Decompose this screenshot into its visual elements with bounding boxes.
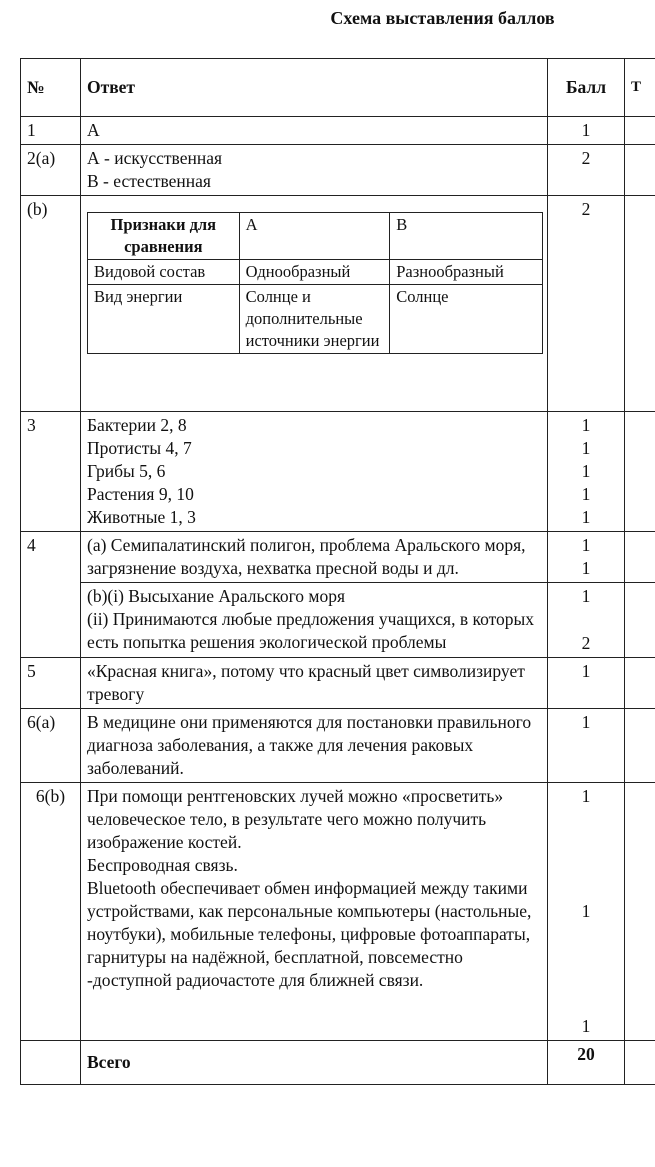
inner-cell: Солнце и дополнительные источники энергии bbox=[239, 285, 390, 354]
inner-cell: Солнце bbox=[390, 285, 543, 354]
row-num: (b) bbox=[21, 196, 81, 412]
row-score: 1 1 1 1 1 bbox=[548, 412, 625, 532]
header-num: № bbox=[21, 59, 81, 117]
row-score: 1 bbox=[548, 709, 625, 783]
table-row bbox=[21, 583, 655, 658]
comparison-table bbox=[87, 212, 543, 354]
table-row bbox=[21, 145, 655, 196]
table-header-row bbox=[21, 59, 655, 117]
row-num: 3 bbox=[21, 412, 81, 532]
inner-cell: Однообразный bbox=[239, 260, 390, 285]
table-row bbox=[21, 117, 655, 145]
row-answer: Бактерии 2, 8 Протисты 4, 7 Грибы 5, 6 Растения 9, 10 Животные 1, 3 bbox=[81, 412, 548, 532]
row-num: 5 bbox=[21, 658, 81, 709]
total-score: 20 bbox=[548, 1041, 625, 1085]
table-row bbox=[21, 196, 655, 412]
inner-cell: Вид энергии bbox=[88, 285, 240, 354]
table-row bbox=[21, 709, 655, 783]
row-num: 6(a) bbox=[21, 709, 81, 783]
row-score: 1 bbox=[548, 658, 625, 709]
row-answer: При помощи рентгеновских лучей можно «просветить» человеческое тело, в результате чего можно получить изображение костей. Беспроводная связь. Bluetooth обеспечивает обмен информацией между такими устройствами, как персональные компьютеры (настольные, ноутбуки), мобильные телефоны, цифровые фотоаппараты, гарнитуры на надёжной, бесплатной, повсеместно -доступной радиочастоте для ближней связи. bbox=[81, 783, 548, 1041]
row-num: 6(b) bbox=[21, 783, 81, 1041]
row-answer: (b)(i) Высыхание Аральского моря (ii) Принимаются любые предложения учащихся, в которых есть попытка решения экологической проблемы bbox=[81, 583, 548, 658]
table-row bbox=[21, 532, 655, 583]
row-score: 1 1 1 bbox=[548, 783, 625, 1041]
total-row bbox=[21, 1041, 655, 1085]
table-row bbox=[21, 658, 655, 709]
total-label: Всего bbox=[81, 1041, 548, 1085]
row-answer: (а) Семипалатинский полигон, проблема Аральского моря, загрязнение воздуха, нехватка пресной воды и дл. bbox=[81, 532, 548, 583]
row-num: 4 bbox=[21, 532, 81, 658]
scoring-table bbox=[20, 58, 655, 1085]
header-answer: Ответ bbox=[81, 59, 548, 117]
inner-header: Признаки для сравнения bbox=[88, 213, 240, 260]
inner-cell: Разнообразный bbox=[390, 260, 543, 285]
row-answer: «Красная книга», потому что красный цвет символизирует тревогу bbox=[81, 658, 548, 709]
row-answer: А bbox=[81, 117, 548, 145]
row-score: 2 bbox=[548, 145, 625, 196]
row-score: 1 1 bbox=[548, 532, 625, 583]
row-score: 1 2 bbox=[548, 583, 625, 658]
page-title: Схема выставления баллов bbox=[330, 8, 555, 28]
row-score: 1 bbox=[548, 117, 625, 145]
header-score: Балл bbox=[548, 59, 625, 117]
row-answer: В медицине они применяются для постановки правильного диагноза заболевания, а также для лечения раковых заболеваний. bbox=[81, 709, 548, 783]
row-answer: А - искусственная В - естественная bbox=[81, 145, 548, 196]
table-row bbox=[21, 412, 655, 532]
inner-header: А bbox=[239, 213, 390, 260]
row-score: 2 bbox=[548, 196, 625, 412]
table-row bbox=[21, 783, 655, 1041]
inner-cell: Видовой состав bbox=[88, 260, 240, 285]
header-extra: Т bbox=[625, 59, 655, 117]
row-num: 2(a) bbox=[21, 145, 81, 196]
row-answer bbox=[81, 196, 548, 412]
row-num: 1 bbox=[21, 117, 81, 145]
inner-header: В bbox=[390, 213, 543, 260]
